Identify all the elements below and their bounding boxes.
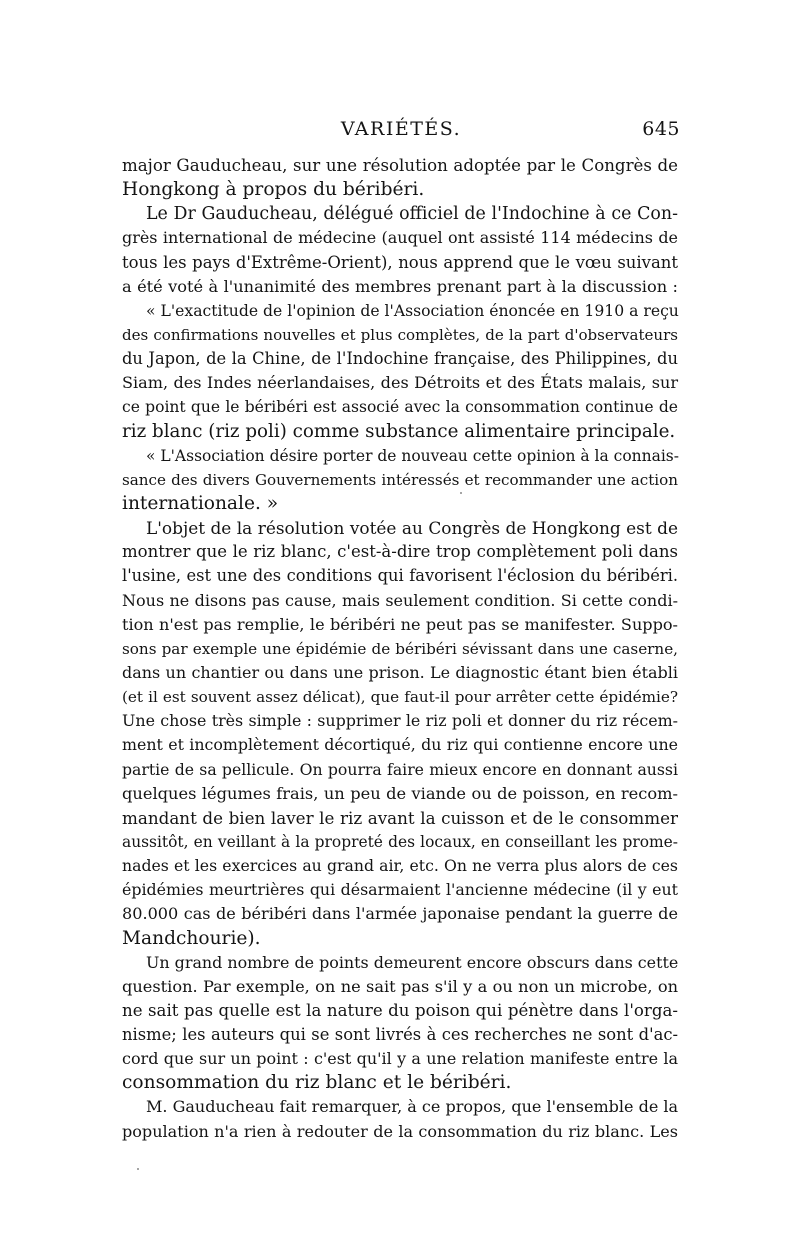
text-line: grès international de médecine (auquel ont assisté 114 médecins de	[122, 228, 678, 248]
page-number: 645	[642, 118, 680, 140]
text-line: Mandchourie).	[122, 927, 261, 949]
body-text	[122, 154, 678, 1144]
text-line: quelques légumes frais, un peu de viande ou de poisson, en recom-	[122, 783, 678, 803]
text-line: internationale. »	[122, 492, 279, 514]
text-line: nisme; les auteurs qui se sont livrés à ces recherches ne sont d'ac-	[122, 1025, 678, 1045]
text-line: Hongkong à propos du béribéri.	[122, 179, 425, 201]
text-line: (et il est souvent assez délicat), que faut-il pour arrêter cette épidémie?	[122, 688, 678, 707]
text-line: Un grand nombre de points demeurent encore obscurs dans cette	[146, 952, 679, 972]
text-line: tion n'est pas remplie, le béribéri ne peut pas se manifester. Suppo-	[122, 614, 678, 634]
text-line: partie de sa pellicule. On pourra faire mieux encore en donnant aussi	[122, 759, 678, 779]
text-line: sance des divers Gouvernements intéressés et recommander une action	[122, 470, 678, 489]
text-line: du Japon, de la Chine, de l'Indochine française, des Philippines, du	[122, 349, 678, 369]
text-line: population n'a rien à redouter de la consommation du riz blanc. Les	[122, 1121, 678, 1141]
text-line: sons par exemple une épidémie de béribéri sévissant dans une caserne,	[122, 639, 678, 658]
text-line: 80.000 cas de béribéri dans l'armée japonaise pendant la guerre de	[122, 904, 678, 924]
text-line: dans un chantier ou dans une prison. Le diagnostic étant bien établi	[122, 662, 678, 682]
text-line: L'objet de la résolution votée au Congrès de Hongkong est de	[146, 518, 678, 539]
text-line: Nous ne disons pas cause, mais seulement condition. Si cette condi-	[122, 590, 678, 610]
text-line: a été voté à l'unanimité des membres prenant part à la discussion :	[122, 276, 678, 296]
text-line: l'usine, est une des conditions qui favorisent l'éclosion du béribéri.	[122, 566, 678, 586]
running-head	[122, 118, 680, 146]
text-line: mandant de bien laver le riz avant la cuisson et de le consommer	[122, 807, 678, 828]
running-title: VARIÉTÉS.	[340, 118, 462, 140]
text-line: « L'exactitude de l'opinion de l'Association énoncée en 1910 a reçu	[146, 301, 679, 320]
text-line: aussitôt, en veillant à la propreté des locaux, en conseillant les prome-	[122, 832, 678, 851]
text-line: major Gauducheau, sur une résolution adoptée par le Congrès de	[122, 156, 678, 175]
text-line: cord que sur un point : c'est qu'il y a une relation manifeste entre la	[122, 1049, 678, 1069]
text-line: Le Dr Gauducheau, délégué officiel de l'Indochine à ce Con-	[146, 204, 678, 225]
print-speck	[460, 492, 462, 494]
text-line: « L'Association désire porter de nouveau cette opinion à la connais-	[146, 446, 679, 465]
text-line: ment et incomplètement décortiqué, du riz qui contienne encore une	[122, 735, 678, 755]
text-line: ne sait pas quelle est la nature du poison qui pénètre dans l'orga-	[122, 1000, 678, 1020]
print-speck	[137, 1168, 139, 1170]
text-line: riz blanc (riz poli) comme substance alimentaire principale.	[122, 420, 676, 442]
text-line: Siam, des Indes néerlandaises, des Détroits et des États malais, sur	[122, 373, 678, 393]
text-line: Une chose très simple : supprimer le riz poli et donner du riz récem-	[122, 711, 678, 731]
text-line: question. Par exemple, on ne sait pas s'il y a ou non un microbe, on	[122, 976, 678, 996]
text-line: des confirmations nouvelles et plus complètes, de la part d'observateurs	[122, 325, 678, 344]
text-line: M. Gauducheau fait remarquer, à ce propos, que l'ensemble de la	[146, 1097, 679, 1117]
text-line: épidémies meurtrières qui désarmaient l'ancienne médecine (il y eut	[122, 880, 678, 900]
text-line: nades et les exercices au grand air, etc. On ne verra plus alors de ces	[122, 856, 678, 876]
text-line: consommation du riz blanc et le béribéri.	[122, 1072, 512, 1094]
text-line: ce point que le béribéri est associé avec la consommation continue de	[122, 398, 678, 417]
text-line: montrer que le riz blanc, c'est-à-dire trop complètement poli dans	[122, 542, 678, 562]
text-line: tous les pays d'Extrême-Orient), nous apprend que le vœu suivant	[122, 252, 678, 272]
